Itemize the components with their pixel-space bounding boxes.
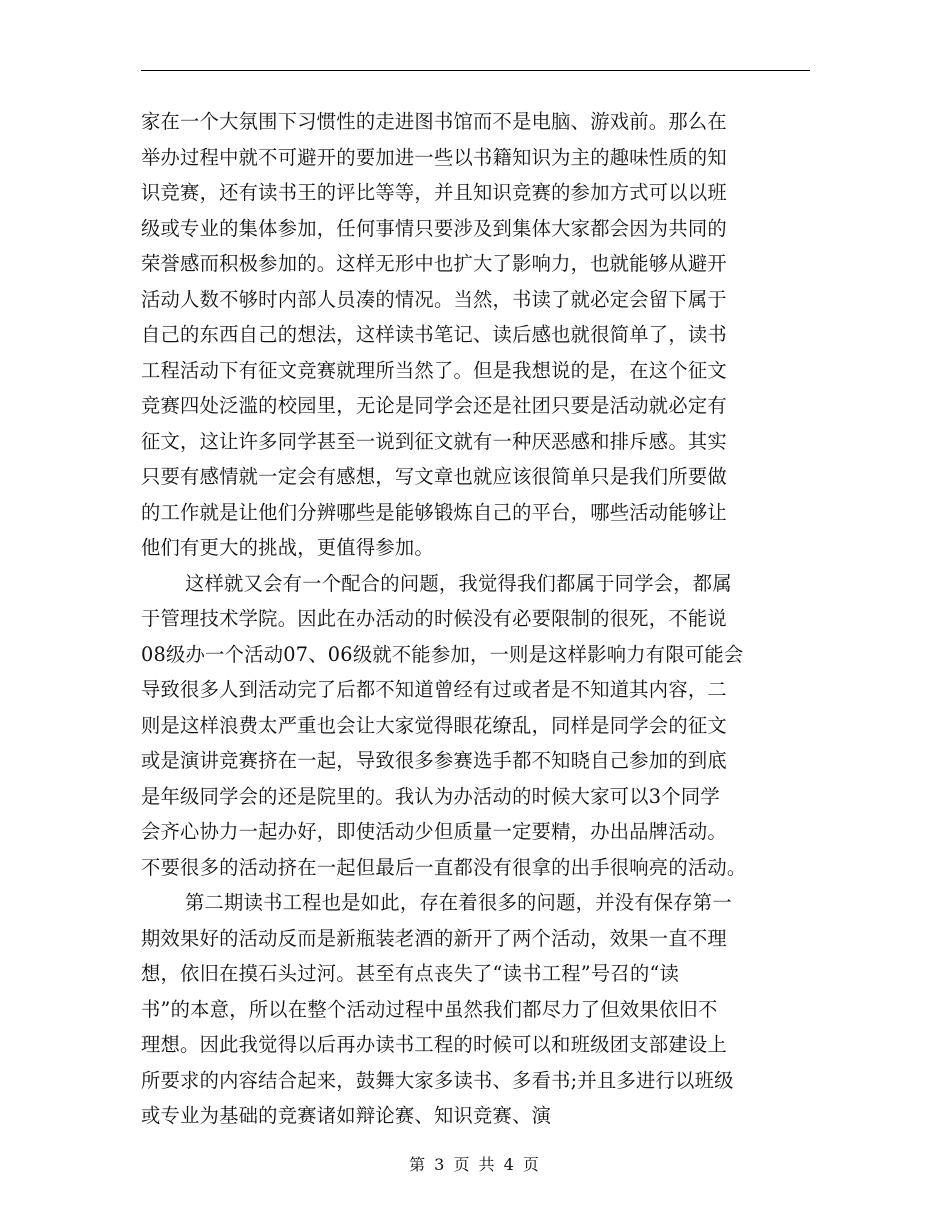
text-line: 只要有感情就一定会有感想，写文章也就应该很简单只是我们所要做 [141, 465, 727, 488]
text-line: 想，依旧在摸石头过河。甚至有点丧失了“读书工程”号召的“读 [141, 962, 680, 985]
page-number-footer: 第 3 页 共 4 页 [409, 1155, 541, 1174]
text-line: 不要很多的活动挤在一起但最后一直都没有很拿的出手很响亮的活动。 [141, 855, 747, 879]
header-rule [141, 70, 810, 71]
text-line: 导致很多人到活动完了后都不知道曾经有过或者是不知道其内容，二 [141, 678, 727, 701]
text-line: 或专业为基础的竞赛诸如辩论赛、知识竞赛、演 [141, 1104, 552, 1127]
text-line: 所要求的内容结合起来，鼓舞大家多读书、多看书;并且多进行以班级 [141, 1068, 734, 1092]
text-line: 荣誉感而积极参加的。这样无形中也扩大了影响力，也就能够从避开 [141, 252, 727, 275]
text-line: 期效果好的活动反而是新瓶装老酒的新开了两个活动，效果一直不理 [141, 926, 727, 950]
text-line: 工程活动下有征文竞赛就理所当然了。但是我想说的是，在这个征文 [141, 358, 727, 382]
paragraph-start-line: 这样就又会有一个配合的问题，我觉得我们都属于同学会，都属 [185, 571, 732, 595]
text-line: 竞赛四处泛滥的校园里，无论是同学会还是社团只要是活动就必定有 [141, 394, 727, 417]
text-line: 自己的东西自己的想法，这样读书笔记、读后感也就很简单了，读书 [141, 323, 727, 346]
text-line: 理想。因此我觉得以后再办读书工程的时候可以和班级团支部建设上 [141, 1033, 727, 1056]
text-line: 征文，这让许多同学甚至一说到征文就有一种厌恶感和排斥感。其实 [141, 429, 727, 453]
text-line: 举办过程中就不可避开的要加进一些以书籍知识为主的趣味性质的知 [141, 145, 727, 169]
text-line: 他们有更大的挑战，更值得参加。 [141, 536, 434, 559]
text-line: 活动人数不够时内部人员凑的情况。当然，书读了就必定会留下属于 [141, 287, 727, 311]
text-line: 或是演讲竞赛挤在一起，导致很多参赛选手都不知晓自己参加的到底 [141, 749, 727, 772]
text-line: 会齐心协力一起办好，即使活动少但质量一定要精，办出品牌活动。 [141, 820, 727, 843]
body-text [141, 104, 810, 1134]
text-line: 级或专业的集体参加，任何事情只要涉及到集体大家都会因为共同的 [141, 216, 727, 240]
text-line: 识竞赛，还有读书王的评比等等，并且知识竞赛的参加方式可以以班 [141, 181, 727, 204]
text-line: 家在一个大氛围下习惯性的走进图书馆而不是电脑、游戏前。那么在 [141, 110, 727, 133]
paragraph-start-line: 第二期读书工程也是如此，存在着很多的问题，并没有保存第一 [185, 891, 732, 914]
text-line: 08级办一个活动07、06级就不能参加，一则是这样影响力有限可能会 [141, 642, 744, 666]
text-line: 则是这样浪费太严重也会让大家觉得眼花缭乱，同样是同学会的征文 [141, 713, 727, 737]
text-line: 是年级同学会的还是院里的。我认为办活动的时候大家可以3个同学 [141, 784, 720, 808]
text-line: 书”的本意，所以在整个活动过程中虽然我们都尽力了但效果依旧不 [141, 997, 718, 1021]
text-line: 于管理技术学院。因此在办活动的时候没有必要限制的很死，不能说 [141, 607, 727, 630]
text-line: 的工作就是让他们分辨哪些是能够锻炼自己的平台，哪些活动能够让 [141, 500, 727, 524]
